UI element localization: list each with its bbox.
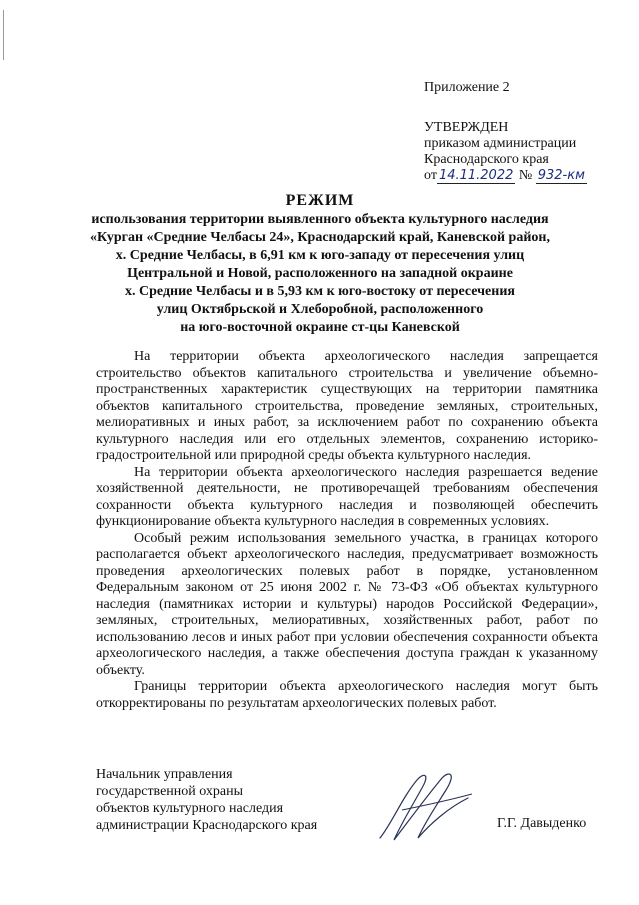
number-prefix: № [518, 168, 533, 183]
date-prefix: от [424, 168, 437, 183]
approval-line: приказом администрации [424, 136, 577, 151]
subtitle-line: на юго-восточной окраине ст-цы Каневской [180, 320, 460, 335]
body-paragraph: На территории объекта археологического наследия запрещается строительство объектов капитального строительства и увеличение объемно-пространственных характеристик существующих на территории памятника объектов капитального строительства, проведение земляных, строительных, мелиоративных и иных работ, за исключением работ по сохранению объекта культурного наследия или его отдельных элементов, сохранению историко-градостроительной или природной среды объекта культурного наследия. [96, 349, 598, 463]
body-paragraph: Границы территории объекта археологического наследия могут быть откорректированы по результатам археологических полевых работ. [96, 679, 598, 711]
document-body [96, 349, 598, 712]
approval-line: Краснодарского края [424, 152, 549, 167]
position-line: государственной охраны [96, 784, 244, 799]
approval-block [424, 120, 587, 184]
position-line: администрации Краснодарского края [96, 818, 318, 833]
handwritten-signature [372, 768, 484, 848]
signatory-position [96, 766, 317, 834]
position-line: объектов культурного наследия [96, 801, 284, 816]
document-subtitle [60, 211, 580, 337]
approval-date-line [424, 168, 587, 184]
document-title: РЕЖИМ [285, 192, 355, 209]
attachment-label: Приложение 2 [424, 80, 510, 95]
body-paragraph: На территории объекта археологического наследия разрешается ведение хозяйственной деятельности, не противоречащей требованиям обеспечения сохранности объекта культурного наследия и позволяющей обеспечить функционирование объекта культурного наследия в современных условиях. [96, 464, 598, 529]
subtitle-line: Центральной и Новой, расположенного на западной окраине [127, 266, 513, 281]
body-paragraph: Особый режим использования земельного участка, в границах которого располагается объект археологического наследия, предусматривает возможность проведения археологических полевых работ в порядке, установленном Федеральным законом от 25 июня 2002 г. № 73-ФЗ «Об объектах культурного наследия (памятниках истории и культуры) народов Российской Федерации», земляных, строительных, мелиоративных, хозяйственных работ, работ по использованию лесов и иных работ при условии обеспечения сохранности объекта археологического наследия, а также обеспечения доступа граждан к указанному объекту. [96, 530, 598, 678]
scan-edge-mark [3, 10, 4, 60]
subtitle-line: «Курган «Средние Челбасы 24», Краснодарский край, Каневской район, [90, 230, 550, 245]
position-line: Начальник управления [96, 767, 233, 782]
signatory-name: Г.Г. Давыденко [497, 816, 587, 831]
subtitle-line: использования территории выявленного объекта культурного наследия [91, 212, 549, 227]
handwritten-number: 932-км [537, 168, 585, 183]
subtitle-line: х. Средние Челбасы и в 5,93 км к юго-востоку от пересечения [125, 284, 515, 299]
subtitle-line: улиц Октябрьской и Хлеборобной, расположенного [156, 302, 484, 317]
subtitle-line: х. Средние Челбасы, в 6,91 км к юго-западу от пересечения улиц [115, 248, 525, 263]
approval-line: УТВЕРЖДЕН [424, 120, 509, 135]
handwritten-date: 14.11.2022 [438, 168, 514, 183]
